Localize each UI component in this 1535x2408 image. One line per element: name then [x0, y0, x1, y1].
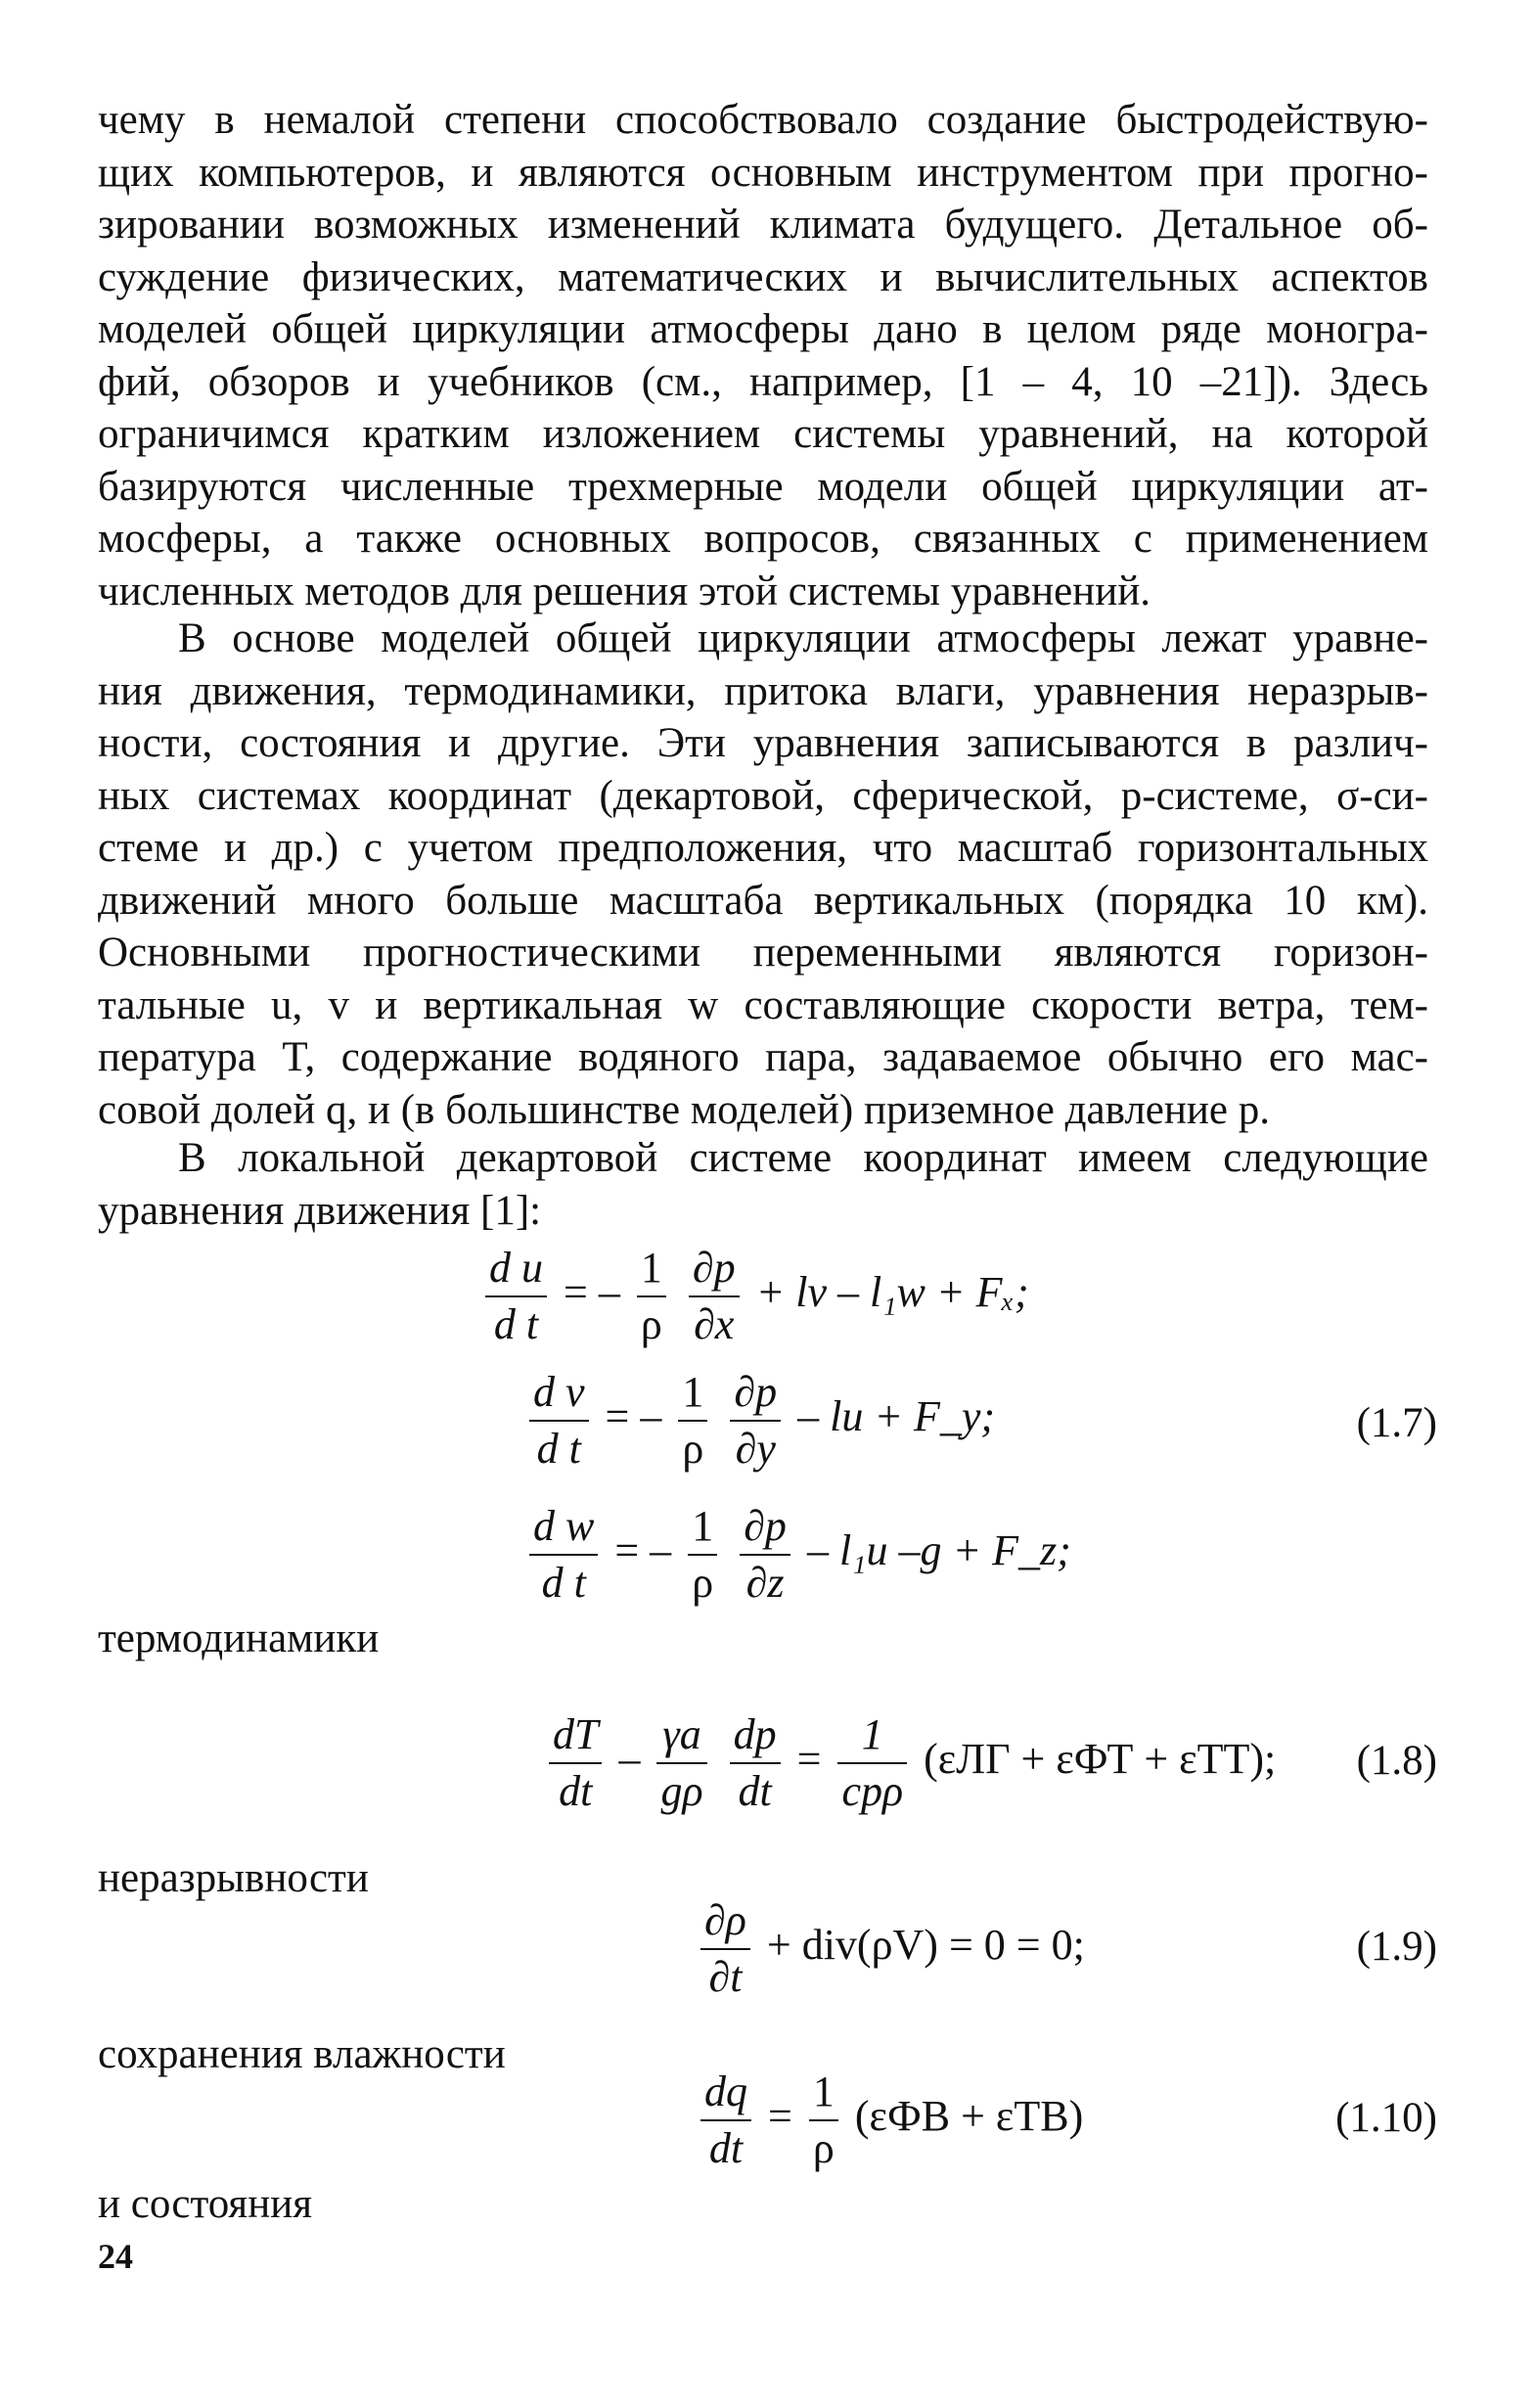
text-line: ности, состояния и другие. Эти уравнения записываются в различ-: [98, 720, 1428, 766]
text-line: ных системах координат (декартовой, сферической, p-системе, σ-си-: [98, 772, 1428, 819]
text-line: зировании возможных изменений климата будущего. Детальное об-: [98, 202, 1428, 248]
text-line: моделей общей циркуляции атмосферы дано в целом ряде моногра-: [98, 306, 1428, 352]
paragraph-3: [98, 1132, 1428, 1237]
text-line: чему в немалой степени способствовало создание быстродействую-: [98, 97, 1428, 143]
text-line: базируются численные трехмерные модели общей циркуляции ат-: [98, 463, 1428, 510]
label-humidity: сохранения влажности: [98, 2031, 506, 2077]
equation-number-1-7: (1.7): [1356, 1400, 1437, 1446]
text-line: совой долей q, и (в большинстве моделей) приземное давление p.: [98, 1086, 1270, 1133]
text-line: Основными прогностическими переменными являются горизон-: [98, 930, 1428, 976]
text-line: уравнения движения [1]:: [98, 1187, 542, 1234]
label-continuity: неразрывности: [98, 1855, 369, 1901]
text-line: пература T, содержание водяного пара, задаваемое обычно его мас-: [98, 1034, 1428, 1080]
text-line: численных методов для решения этой системы уравнений.: [98, 568, 1151, 614]
text-line: В основе моделей общей циркуляции атмосферы лежат уравне-: [178, 615, 1428, 661]
text-line: стеме и др.) с учетом предположения, что масштаб горизонтальных: [98, 825, 1428, 871]
equation-1-7-u: $\frac{\text{d u}}{\text{d t}}$ = – $\frac{1}{\rho}$ $\frac{\partial p}{\partial x}$ + lv – l₁w + Fₓ;: [479, 1241, 1029, 1352]
equation-1-7-w: $\frac{\text{d w}}{\text{d t}}$ = – $\frac{1}{\rho}$ $\frac{\partial p}{\partial z}$ – l₁u –g + F_z;: [523, 1499, 1071, 1611]
equation-1-9: $\frac{\partial\rho}{\partial t}$ + div(ρV) = 0 = 0;: [695, 1893, 1085, 2005]
equation-1-10: $\frac{dq}{dt}$ = $\frac{1}{\rho}$ (εФВ + εТВ): [695, 2065, 1083, 2176]
equation-1-8: $\frac{dT}{dt}$ – $\frac{\gamma a}{g\rho}$ $\frac{dp}{dt}$ = $\frac{1}{\text{cpρ}}$ (εЛГ + εФТ + εТТ);: [543, 1707, 1276, 1819]
text-line: В локальной декартовой системе координат имеем следующие: [178, 1135, 1428, 1181]
label-state: и состояния: [98, 2181, 312, 2227]
label-thermodynamics: термодинамики: [98, 1615, 380, 1661]
text-line: щих компьютеров, и являются основным инструментом при прогно-: [98, 149, 1428, 196]
paragraph-1: [98, 94, 1428, 617]
text-line: ния движения, термодинамики, притока влаги, уравнения неразрыв-: [98, 667, 1428, 714]
page-number: 24: [98, 2237, 133, 2276]
equation-number-1-9: (1.9): [1356, 1924, 1437, 1970]
text-line: ограничимся кратким изложением системы уравнений, на которой: [98, 411, 1428, 457]
equation-number-1-10: (1.10): [1335, 2095, 1437, 2141]
text-line: тальные u, v и вертикальная w составляющие скорости ветра, тем-: [98, 981, 1428, 1028]
text-line: движений много больше масштаба вертикальных (порядка 10 км).: [98, 877, 1428, 924]
equation-number-1-8: (1.8): [1356, 1738, 1437, 1784]
text-line: суждение физических, математических и вычислительных аспектов: [98, 253, 1428, 300]
paragraph-2: [98, 613, 1428, 1136]
text-line: фий, обзоров и учебников (см., например, [1 – 4, 10 –21]). Здесь: [98, 358, 1428, 405]
equation-1-7-v: $\frac{\text{d v}}{\text{d t}}$ = – $\frac{1}{\rho}$ $\frac{\partial p}{\partial y}$ – lu + F_y;: [523, 1365, 995, 1477]
text-line: мосферы, а также основных вопросов, связанных с применением: [98, 516, 1428, 562]
